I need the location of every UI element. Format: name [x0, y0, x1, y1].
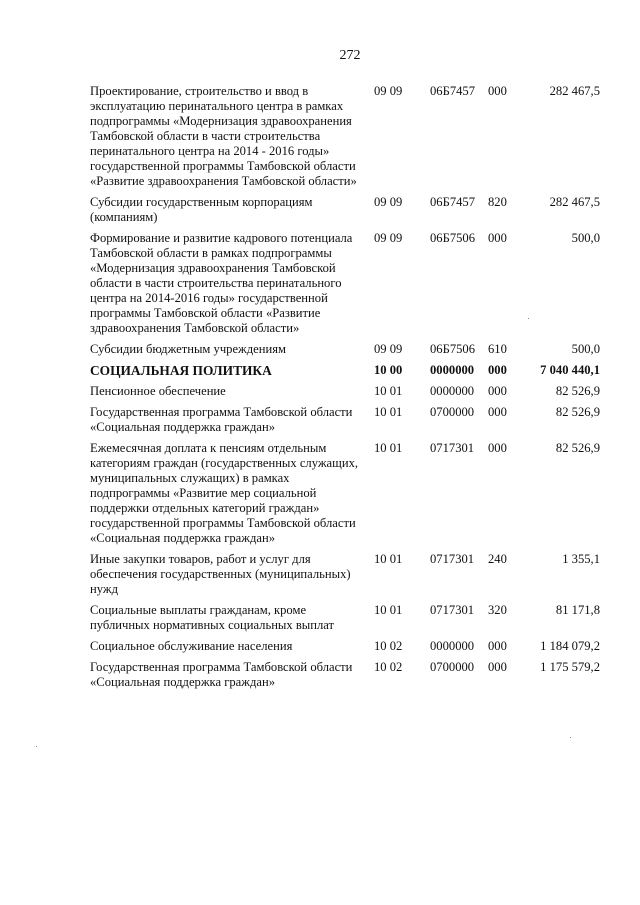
page-number: 272 [339, 48, 361, 63]
row-section: 10 01 [374, 384, 403, 398]
row-name: СОЦИАЛЬНАЯ ПОЛИТИКА [90, 363, 272, 378]
row-program: 0700000 [430, 660, 475, 674]
row-section: 09 09 [374, 231, 403, 245]
row-expense-type: 000 [488, 231, 507, 245]
row-section: 10 02 [374, 639, 403, 653]
row-expense-type: 320 [488, 603, 507, 617]
row-name: Пенсионное обеспечение [90, 384, 226, 398]
row-name: Проектирование, строительство и ввод в эксплуатацию перинатального центра в рамках подпрограммы «Модернизация здравоохранения Тамбовской области в части строительства перинатального центра на 2014 - 2016 годы» государственной программы Тамбовской области «Развитие здравоохранения Тамбовской области» [90, 84, 357, 188]
row-name: Субсидии бюджетным учреждениям [90, 342, 286, 356]
row-section: 10 00 [374, 363, 403, 377]
row-program: 0000000 [430, 639, 475, 653]
row-program: 0717301 [430, 603, 475, 617]
row-sum: 7 040 440,1 [540, 363, 600, 377]
row-section: 10 02 [374, 660, 403, 674]
row-program: 0717301 [430, 552, 475, 566]
budget-table [90, 84, 600, 696]
row-section: 09 09 [374, 342, 403, 356]
row-program: 06Б7457 [430, 195, 476, 209]
table-row [90, 603, 600, 639]
row-expense-type: 000 [488, 384, 507, 398]
row-expense-type: 000 [488, 441, 507, 455]
table-row [90, 639, 600, 660]
scan-speck [570, 737, 571, 738]
table-row [90, 660, 600, 696]
row-program: 0717301 [430, 441, 475, 455]
scan-speck [528, 318, 529, 319]
table-row [90, 195, 600, 231]
table-row [90, 231, 600, 342]
row-sum: 1 355,1 [562, 552, 600, 566]
table-row [90, 441, 600, 552]
row-section: 10 01 [374, 603, 403, 617]
table-row [90, 342, 600, 363]
row-program: 06Б7457 [430, 84, 476, 98]
row-expense-type: 000 [488, 639, 507, 653]
row-section: 10 01 [374, 405, 403, 419]
row-sum: 1 184 079,2 [540, 639, 600, 653]
row-expense-type: 000 [488, 660, 507, 674]
row-name: Иные закупки товаров, работ и услуг для обеспечения государственных (муниципальных) нужд [90, 552, 351, 596]
row-name: Субсидии государственным корпорациям (компаниям) [90, 195, 313, 224]
row-program: 0000000 [430, 384, 475, 398]
row-program: 06Б7506 [430, 231, 476, 245]
row-program: 0700000 [430, 405, 475, 419]
row-program: 0000000 [430, 363, 475, 377]
row-expense-type: 000 [488, 84, 507, 98]
table-row [90, 405, 600, 441]
row-section: 10 01 [374, 552, 403, 566]
row-name: Социальные выплаты гражданам, кроме публичных нормативных социальных выплат [90, 603, 335, 632]
budget-table-body [90, 84, 600, 696]
row-expense-type: 820 [488, 195, 507, 209]
row-sum: 81 171,8 [555, 603, 600, 617]
row-name: Государственная программа Тамбовской области «Социальная поддержка граждан» [90, 405, 353, 434]
row-name: Государственная программа Тамбовской области «Социальная поддержка граждан» [90, 660, 353, 689]
row-expense-type: 000 [488, 405, 507, 419]
table-row [90, 552, 600, 603]
row-sum: 282 467,5 [549, 195, 600, 209]
row-name: Социальное обслуживание населения [90, 639, 293, 653]
row-expense-type: 240 [488, 552, 507, 566]
row-sum: 82 526,9 [555, 405, 600, 419]
row-sum: 82 526,9 [555, 441, 600, 455]
row-sum: 1 175 579,2 [540, 660, 600, 674]
row-program: 06Б7506 [430, 342, 476, 356]
row-sum: 282 467,5 [549, 84, 600, 98]
scan-speck [36, 746, 37, 747]
row-name: Формирование и развитие кадрового потенциала Тамбовской области в рамках подпрограммы «Модернизация здравоохранения Тамбовской области в части строительства перинатального центра на 2014-2016 годы» государственной программы Тамбовской области «Развитие здравоохранения Тамбовской области» [90, 231, 353, 335]
table-row-section-heading [90, 363, 600, 384]
row-sum: 82 526,9 [555, 384, 600, 398]
row-section: 09 09 [374, 195, 403, 209]
row-section: 10 01 [374, 441, 403, 455]
row-section: 09 09 [374, 84, 403, 98]
row-name: Ежемесячная доплата к пенсиям отдельным категориям граждан (государственных служащих, муниципальных служащих) в рамках подпрограммы «Развитие мер социальной поддержки отдельных категорий граждан» государственной программы Тамбовской области «Социальная поддержка граждан» [90, 441, 359, 545]
row-sum: 500,0 [571, 231, 600, 245]
row-expense-type: 000 [488, 363, 507, 377]
table-row [90, 84, 600, 195]
table-row [90, 384, 600, 405]
row-expense-type: 610 [488, 342, 507, 356]
row-sum: 500,0 [571, 342, 600, 356]
